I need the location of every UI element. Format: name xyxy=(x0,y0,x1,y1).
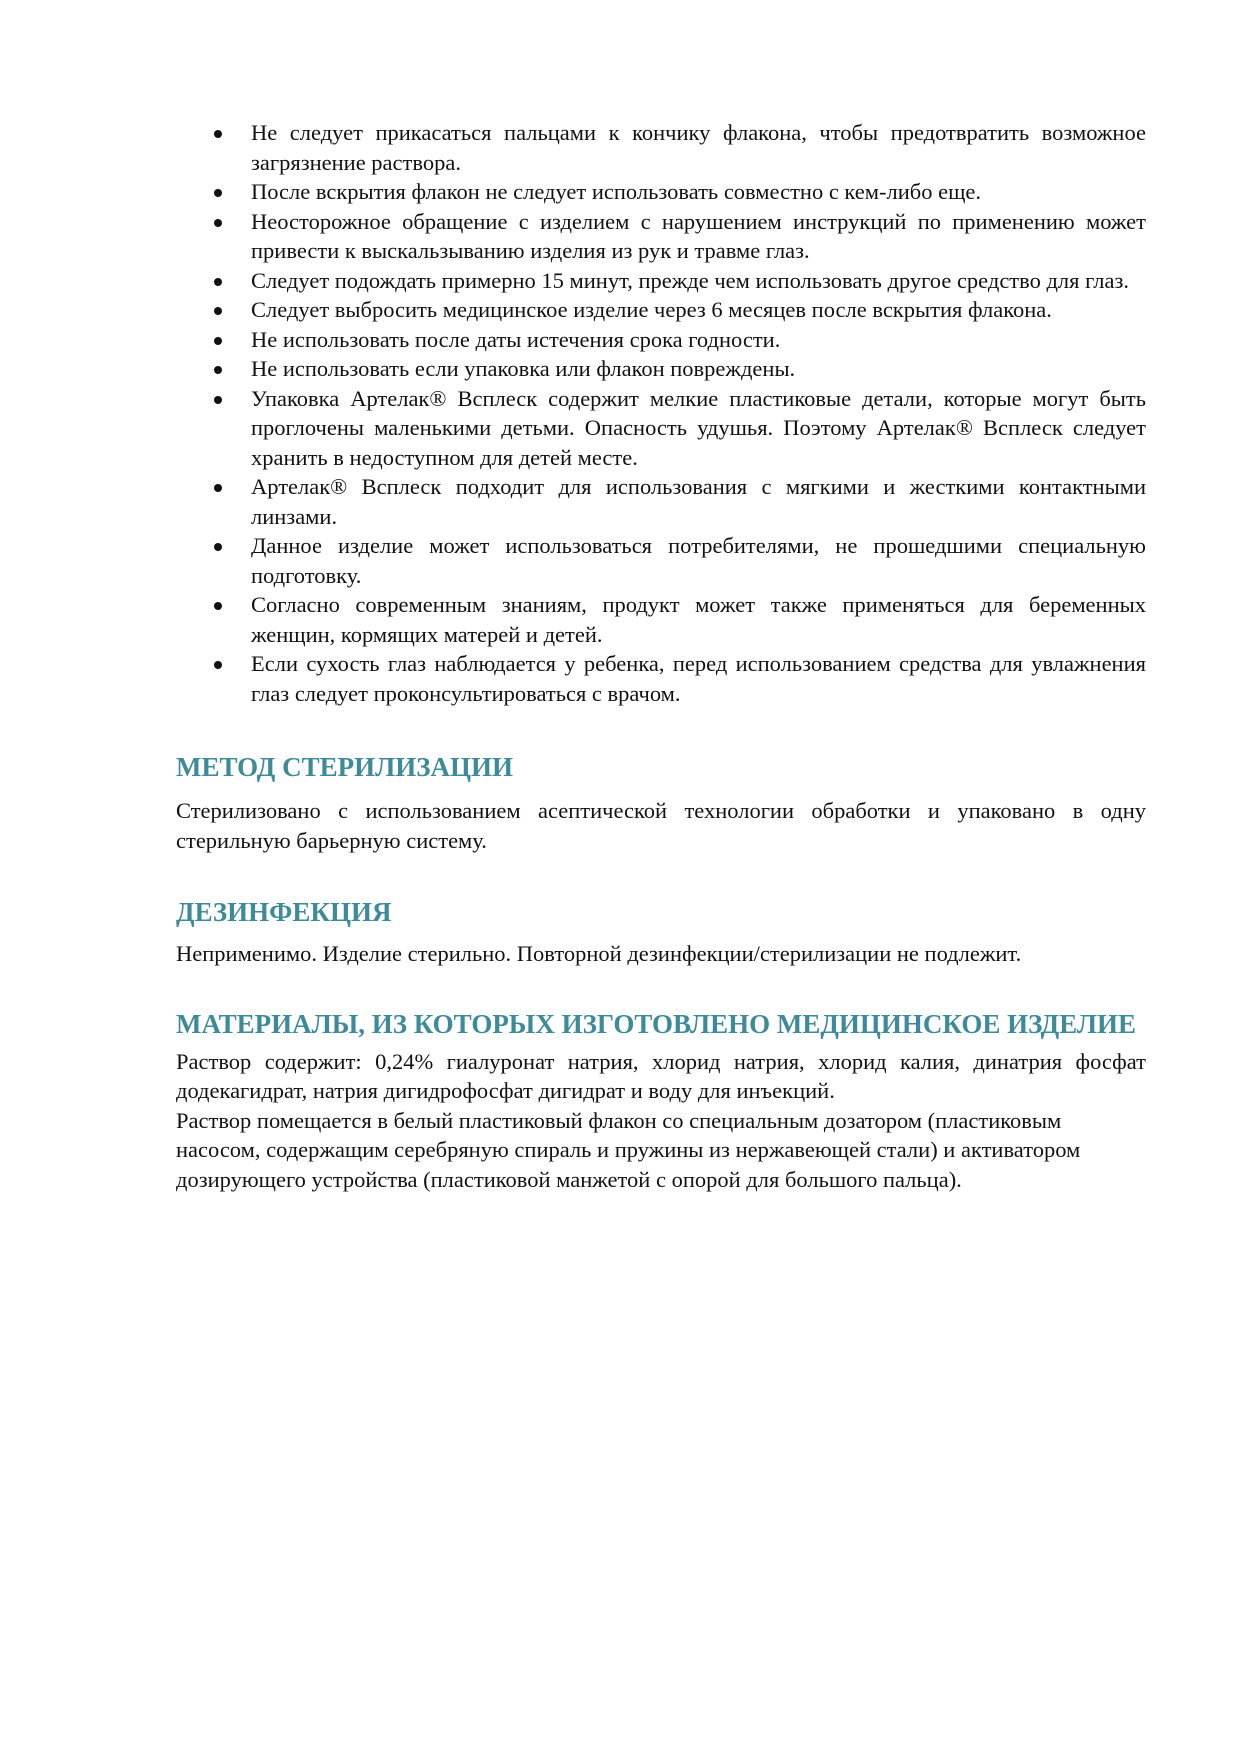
bullet-icon xyxy=(214,189,222,197)
list-item xyxy=(176,354,1146,384)
section-heading-sterilization: МЕТОД СТЕРИЛИЗАЦИИ xyxy=(176,752,514,782)
list-item-text: Данное изделие может использоваться потребителями, не прошедшими специальную подготовку. xyxy=(251,533,1146,588)
section-heading-materials: МАТЕРИАЛЫ, ИЗ КОТОРЫХ ИЗГОТОВЛЕНО МЕДИЦИНСКОЕ ИЗДЕЛИЕ xyxy=(176,1008,1137,1039)
list-item-text: Если сухость глаз наблюдается у ребенка, перед использованием средства для увлажнения глаз следует проконсультироваться с врачом. xyxy=(251,651,1146,706)
bullet-icon xyxy=(214,602,222,610)
list-item-text: После вскрытия флакон не следует использовать совместно с кем-либо еще. xyxy=(251,179,982,204)
bullet-icon xyxy=(214,484,222,492)
disinfection-text: Неприменимо. Изделие стерильно. Повторной дезинфекции/стерилизации не подлежит. xyxy=(176,941,1022,966)
list-item-text: Не следует прикасаться пальцами к кончику флакона, чтобы предотвратить возможное загрязнение раствора. xyxy=(251,120,1146,175)
list-item xyxy=(176,531,1146,590)
list-item xyxy=(176,384,1146,473)
bullet-icon xyxy=(214,278,222,286)
bullet-icon xyxy=(214,337,222,345)
list-item xyxy=(176,266,1146,296)
document-page xyxy=(176,118,1146,1194)
list-item-text: Упаковка Артелак® Всплеск содержит мелкие пластиковые детали, которые могут быть проглочены маленькими детьми. Опасность удушья. Поэтому Артелак® Всплеск следует хранить в недоступном для детей месте. xyxy=(251,385,1146,470)
precautions-list xyxy=(176,118,1146,708)
bullet-icon xyxy=(214,219,222,227)
list-item-text: Неосторожное обращение с изделием с нарушением инструкций по применению может привести к выскальзыванию изделия из рук и травме глаз. xyxy=(251,208,1146,263)
list-item-text: Артелак® Всплеск подходит для использования с мягкими и жесткими контактными линзами. xyxy=(251,474,1146,529)
bullet-icon xyxy=(214,366,222,374)
sterilization-text: Стерилизовано с использованием асептической технологии обработки и упаковано в одну стерильную барьерную систему. xyxy=(176,798,1146,853)
list-item xyxy=(176,177,1146,207)
bullet-icon xyxy=(214,543,222,551)
section-heading-disinfection: ДЕЗИНФЕКЦИЯ xyxy=(176,897,392,927)
list-item-text: Следует выбросить медицинское изделие через 6 месяцев после вскрытия флакона. xyxy=(251,297,1052,322)
list-item-text: Не использовать после даты истечения срока годности. xyxy=(251,326,781,352)
list-item xyxy=(176,295,1146,325)
list-item-text: Согласно современным знаниям, продукт может также применяться для беременных женщин, кормящих матерей и детей. xyxy=(251,592,1146,647)
list-item-text: Не использовать если упаковка или флакон повреждены. xyxy=(251,356,796,381)
list-item xyxy=(176,207,1146,266)
materials-text-composition: Раствор содержит: 0,24% гиалуронат натрия, хлорид натрия, хлорид калия, динатрия фосфат додекагидрат, натрия дигидрофосфат дигидрат и воду для инъекций. xyxy=(176,1048,1146,1103)
list-item-text: Следует подождать примерно 15 минут, прежде чем использовать другое средство для глаз. xyxy=(251,267,1129,293)
list-item xyxy=(176,472,1146,531)
list-item xyxy=(176,649,1146,708)
list-item xyxy=(176,325,1146,355)
bullet-icon xyxy=(214,307,222,315)
bullet-icon xyxy=(214,130,222,138)
materials-text-container: Раствор помещается в белый пластиковый флакон со специальным дозатором (пластиковым насосом, содержащим серебряную спираль и пружины из нержавеющей стали) и активатором дозирующего устройства (пластиковой манжетой с опорой для большого пальца). xyxy=(176,1107,1081,1192)
bullet-icon xyxy=(214,661,222,669)
list-item xyxy=(176,590,1146,649)
list-item xyxy=(176,118,1146,177)
bullet-icon xyxy=(214,396,222,404)
